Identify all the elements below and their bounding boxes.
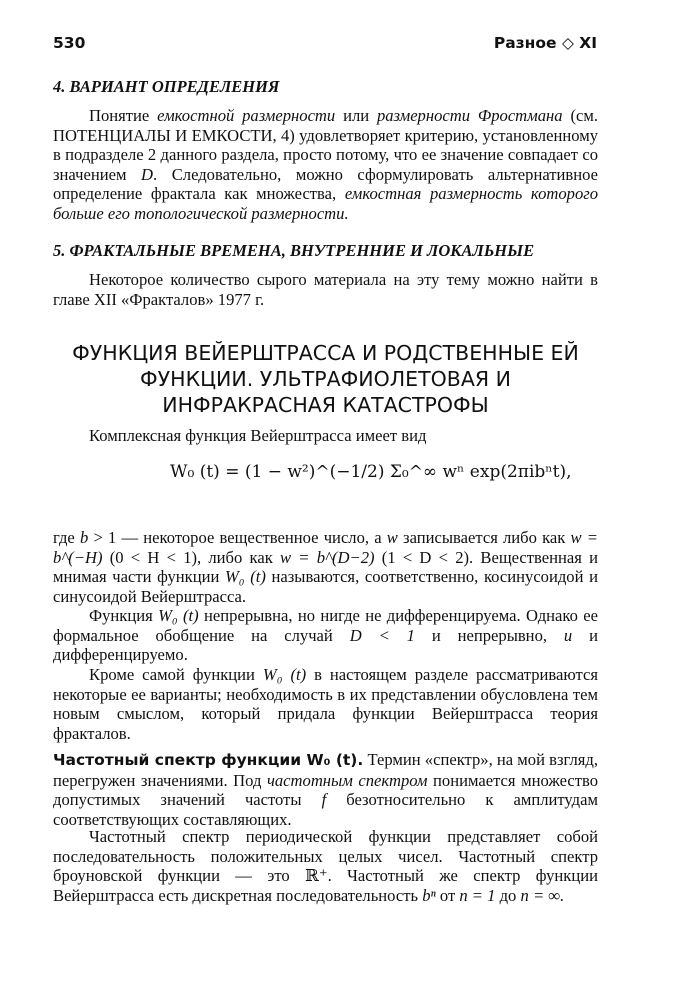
section-4-paragraph: Понятие емкостной размерности или размерности Фростмана (см. ПОТЕНЦИАЛЫ И ЕМКОСТИ, 4) удовлетворяет критерию, установленному в подразделе 2 данного раздела, просто потому, что ее значение совпадает со значением D. Следовательно, можно сформулировать альтернативное определение фрактала как множества, емкостная размерность которого больше его топологической размерности. [53, 106, 599, 223]
spectrum-paragraph: Частотный спектр функции W₀ (t). Термин «спектр», на мой взгляд, перегружен значениями. Под частотным спектром понимается множество допустимых значений частоты f безотносительно к амплитудам соответствующих составляющих. [53, 750, 599, 829]
section-4-heading: 4. ВАРИАНТ ОПРЕДЕЛЕНИЯ [53, 77, 280, 96]
page-number: 530 [53, 34, 86, 52]
section-5-paragraph: Некоторое количество сырого материала на эту тему можно найти в главе XII «Фракталов» 1977 г. [53, 270, 598, 309]
running-title: Разное ◇ XI [493, 34, 597, 52]
section-5-heading: 5. ФРАКТАЛЬНЫЕ ВРЕМЕНА, ВНУТРЕННИЕ И ЛОКАЛЬНЫЕ [53, 241, 535, 260]
definition-paragraph: где b > 1 — некоторое вещественное число, а w записывается либо как w = b^(−H) (0 < H < 1), либо как w = b^(D−2) (1 < D < 2). Вещественная и мнимая части функции W₀ (t) называются, соответственно, косинусоидой и синусоидой Вейерштрасса. [53, 528, 599, 606]
continuity-paragraph: Функция W₀ (t) непрерывна, но нигде не дифференцируема. Однако ее формальное обобщение на случай D < 1 и непрерывно, и и дифференцируемо. [53, 606, 599, 665]
variants-paragraph: Кроме самой функции W₀ (t) в настоящем разделе рассматриваются некоторые ее варианты; необходимость в их представлении обусловлена тем новым смыслом, который придала функции Вейерштрасса теория фракталов. [53, 665, 598, 743]
intro-paragraph: Комплексная функция Вейерштрасса имеет вид [89, 426, 427, 445]
chapter-title: ФУНКЦИЯ ВЕЙЕРШТРАССА И РОДСТВЕННЫЕ ЕЙ ФУНКЦИИ. УЛЬТРАФИОЛЕТОВАЯ И ИНФРАКРАСНАЯ КАТАСТРОФЫ [72, 341, 579, 417]
weierstrass-formula: W₀ (t) = (1 − w²)^(−1/2) Σ₀^∞ wⁿ exp(2πibⁿt), [170, 462, 572, 482]
periodic-spectrum-paragraph: Частотный спектр периодической функции представляет собой последовательность положительных целых чисел. Частотный спектр броуновской функции — это ℝ⁺. Частотный же спектр функции Вейерштрасса есть дискретная последовательность bⁿ от n = 1 до n = ∞. [53, 827, 598, 905]
